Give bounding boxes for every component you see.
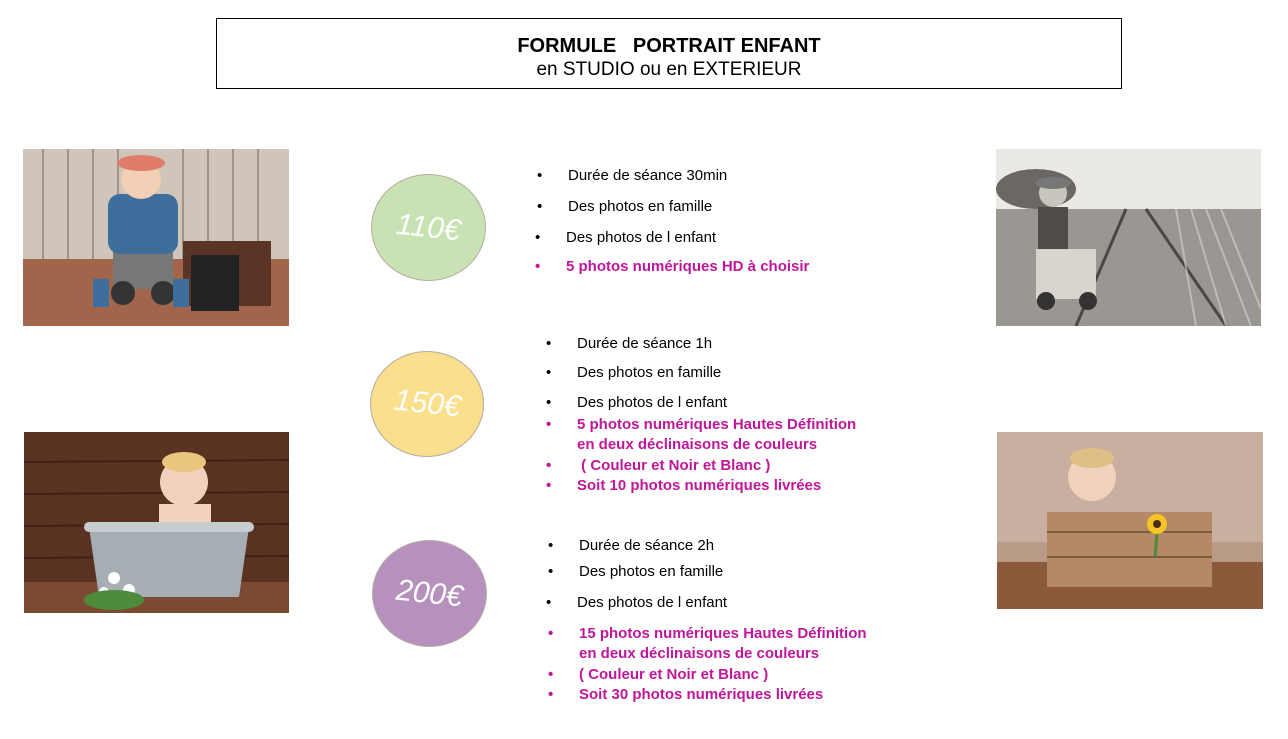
price-badge-200: [372, 540, 487, 647]
price-label: 110€: [394, 207, 463, 247]
feature-item: • Des photos en famille: [537, 198, 713, 215]
feature-item-highlight: • 5 photos numériques HD à choisir: [535, 258, 810, 275]
child-on-toy-car-photo: [23, 149, 289, 326]
price-label: 150€: [392, 383, 462, 424]
page-title: FORMULE PORTRAIT ENFANT: [517, 35, 821, 57]
feature-item: • Durée de séance 30min: [537, 167, 728, 184]
price-badge-110: [371, 174, 486, 281]
child-on-rail-tracks-photo: [996, 149, 1261, 326]
feature-item: • Des photos en famille: [546, 364, 722, 381]
feature-item-highlight: en deux déclinaisons de couleurs: [579, 645, 820, 662]
feature-item-highlight: en deux déclinaisons de couleurs: [577, 436, 818, 453]
baby-in-tub-photo: [24, 432, 289, 613]
feature-item-highlight: • 5 photos numériques Hautes Définition: [546, 416, 857, 433]
feature-item: • Des photos en famille: [548, 563, 724, 580]
feature-item-highlight: • Soit 30 photos numériques livrées: [548, 686, 824, 703]
page-subtitle: en STUDIO ou en EXTERIEUR: [536, 59, 802, 80]
feature-item-highlight: • ( Couleur et Noir et Blanc ): [546, 457, 771, 474]
feature-item-highlight: • 15 photos numériques Hautes Définition: [548, 625, 867, 642]
feature-item: • Des photos de l enfant: [546, 594, 728, 611]
feature-item: • Des photos de l enfant: [535, 229, 717, 246]
feature-item: • Des photos de l enfant: [546, 394, 728, 411]
price-label: 200€: [394, 573, 465, 613]
feature-item-highlight: • ( Couleur et Noir et Blanc ): [548, 666, 769, 683]
baby-in-crate-photo: [997, 432, 1263, 609]
price-badge-150: [370, 351, 484, 457]
feature-item-highlight: • Soit 10 photos numériques livrées: [546, 477, 822, 494]
feature-item: • Durée de séance 1h: [546, 335, 713, 352]
feature-item: • Durée de séance 2h: [548, 537, 715, 554]
title-box: [216, 18, 1122, 89]
